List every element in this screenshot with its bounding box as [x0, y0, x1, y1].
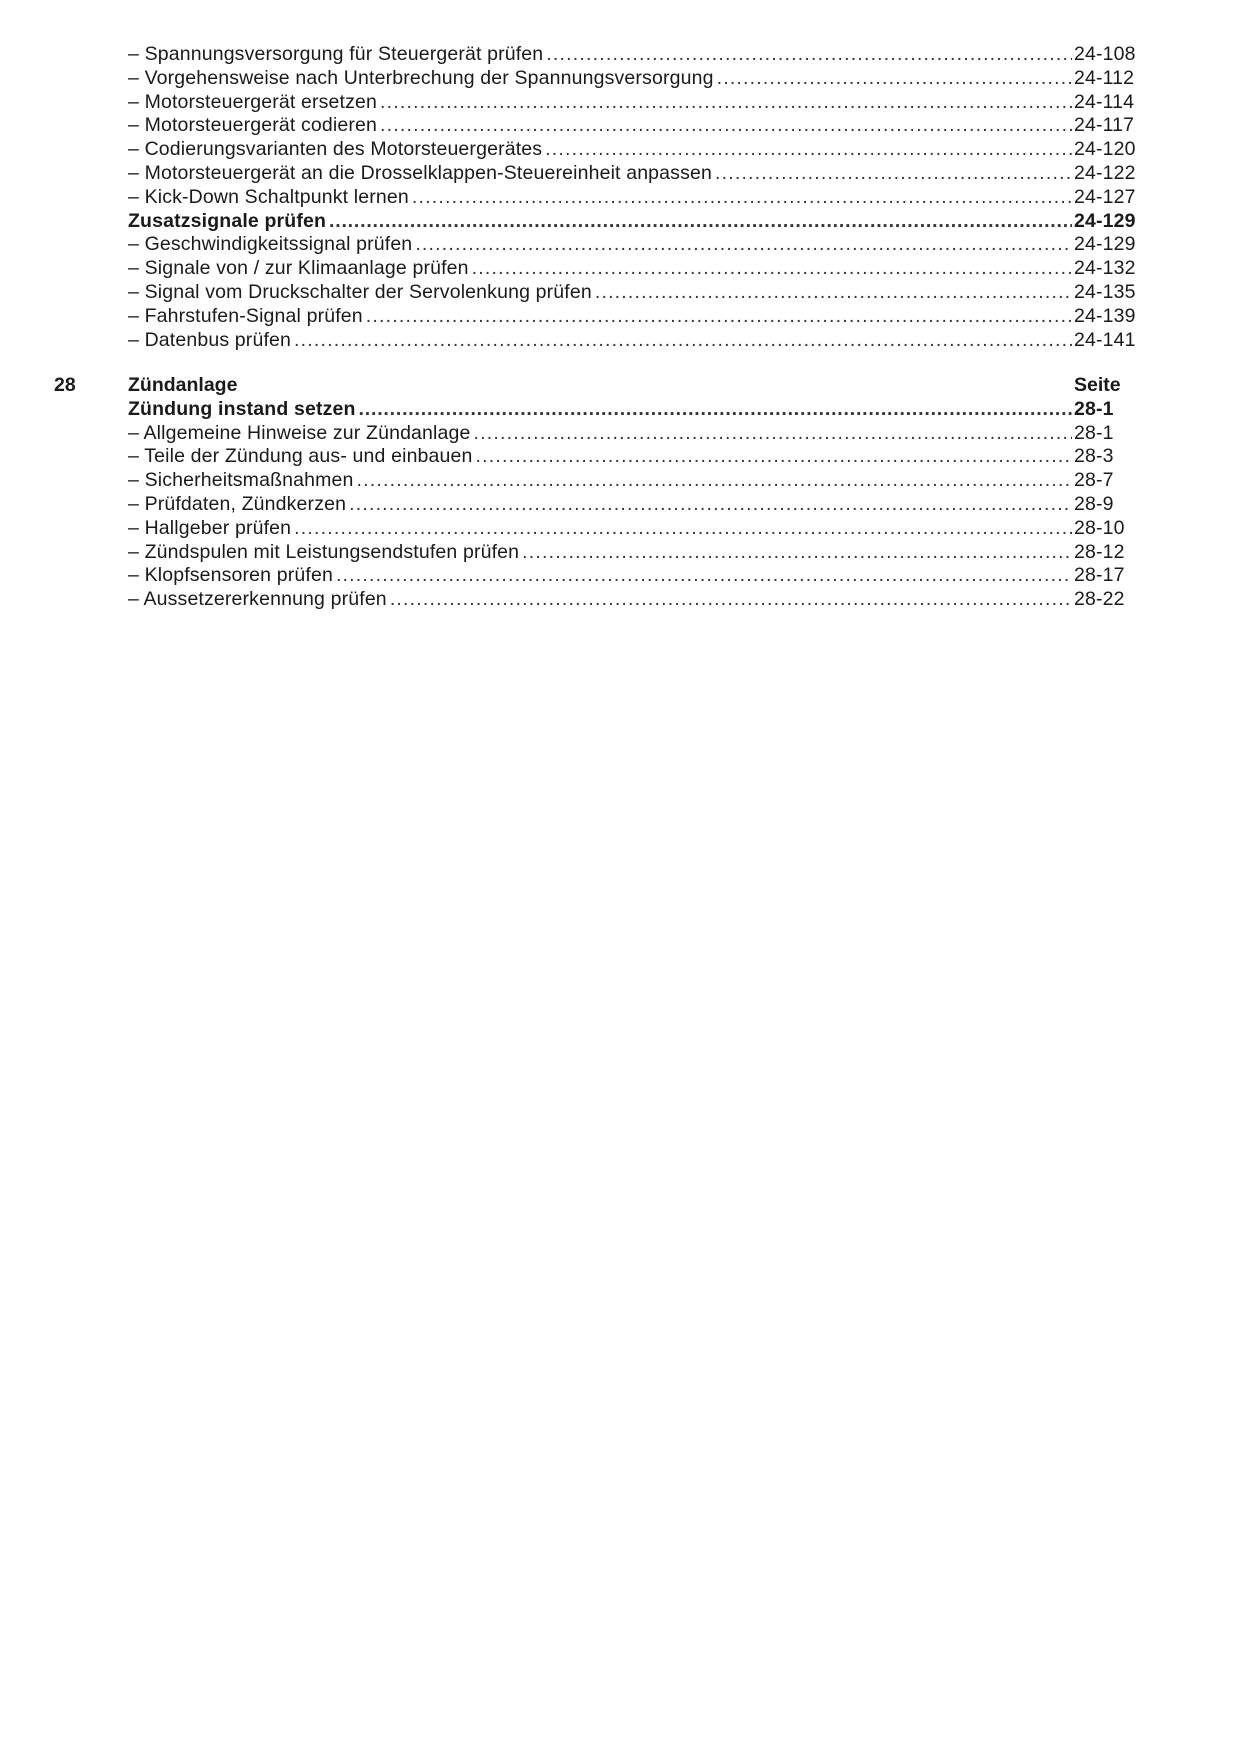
dot-leader — [415, 233, 1072, 257]
toc-entry-page: 28-10 — [1074, 516, 1125, 539]
toc-entry-page: 24-129 — [1074, 233, 1136, 256]
toc-section-28 — [128, 374, 1146, 612]
dot-leader — [294, 329, 1072, 353]
toc-entry[interactable] — [128, 588, 1146, 612]
toc-entry[interactable] — [128, 469, 1146, 493]
dot-leader — [349, 493, 1072, 517]
toc-entry-page: 24-135 — [1074, 280, 1136, 303]
chapter-heading-row — [128, 374, 1146, 398]
chapter-title: Zündanlage — [128, 374, 238, 396]
toc-entry-page: 24-108 — [1074, 43, 1136, 65]
dot-leader — [412, 186, 1072, 210]
toc-entry[interactable] — [128, 281, 1146, 305]
toc-entry-page: 24-117 — [1074, 114, 1135, 137]
toc-entry-title: – Prüfdaten, Zündkerzen — [128, 492, 347, 515]
dot-leader — [366, 305, 1072, 329]
toc-entry-title: – Zündspulen mit Leistungsendstufen prüfen — [128, 540, 520, 563]
dot-leader — [380, 91, 1072, 115]
toc-entry[interactable] — [128, 138, 1146, 162]
dot-leader — [715, 162, 1072, 186]
toc-entry-title: – Sicherheitsmaßnahmen — [128, 469, 354, 492]
toc-entry-title: – Klopfsensoren prüfen — [128, 564, 333, 587]
toc-entry-page: 24-120 — [1074, 138, 1136, 161]
toc-entry[interactable] — [128, 162, 1146, 186]
dot-leader — [546, 43, 1072, 67]
toc-entry[interactable] — [128, 517, 1146, 541]
toc-entry-page: 28-22 — [1074, 588, 1125, 611]
toc-entry[interactable] — [128, 186, 1146, 210]
dot-leader — [717, 67, 1072, 91]
toc-entry-title: – Vorgehensweise nach Unterbrechung der Spannungsversorgung — [128, 66, 714, 89]
toc-entry-title: – Signal vom Druckschalter der Servolenkung prüfen — [128, 280, 592, 303]
toc-entry-title: – Codierungsvarianten des Motorsteuergerätes — [128, 138, 543, 161]
toc-entry[interactable] — [128, 329, 1146, 353]
toc-entry-title: – Motorsteuergerät codieren — [128, 114, 378, 137]
toc-entry-title: – Datenbus prüfen — [128, 328, 291, 351]
toc-entry-title: – Geschwindigkeitssignal prüfen — [128, 233, 413, 256]
toc-entry-page: 24-112 — [1074, 66, 1135, 89]
toc-entry-title: – Signale von / zur Klimaanlage prüfen — [128, 257, 469, 280]
toc-entry-page: 24-141 — [1074, 328, 1136, 351]
page-column-label: Seite — [1074, 374, 1121, 396]
toc-entry-page: 24-139 — [1074, 304, 1136, 327]
toc-entry-title: – Fahrstufen-Signal prüfen — [128, 304, 363, 327]
toc-entry-title: – Allgemeine Hinweise zur Zündanlage — [128, 421, 471, 444]
dot-leader — [390, 588, 1072, 612]
toc-entry-title: – Motorsteuergerät an die Drosselklappen-Steuereinheit anpassen — [128, 161, 712, 184]
toc-entry-page: 24-122 — [1074, 161, 1136, 184]
toc-entry[interactable] — [128, 445, 1146, 469]
toc-entry-page: 24-129 — [1074, 209, 1136, 232]
toc-entry-title: – Teile der Zündung aus- und einbauen — [128, 445, 473, 468]
toc-entry-page: 28-9 — [1074, 492, 1114, 515]
toc-entry-page: 28-1 — [1074, 397, 1114, 420]
toc-entry-title: Zusatzsignale prüfen — [128, 209, 327, 232]
dot-leader — [474, 422, 1072, 446]
dot-leader — [294, 517, 1072, 541]
toc-entry-page: 28-1 — [1074, 421, 1114, 444]
toc-section-heading[interactable] — [128, 210, 1146, 234]
toc-entry[interactable] — [128, 67, 1146, 91]
toc-section-heading[interactable] — [128, 398, 1146, 422]
toc-entry[interactable] — [128, 493, 1146, 517]
toc-entry-title: – Hallgeber prüfen — [128, 516, 292, 539]
toc-entry-page: 24-127 — [1074, 185, 1136, 208]
dot-leader — [357, 469, 1073, 493]
toc-entry-page: 24-114 — [1074, 90, 1135, 113]
toc-entry[interactable] — [128, 43, 1146, 67]
toc-entry[interactable] — [128, 114, 1146, 138]
toc-entry[interactable] — [128, 233, 1146, 257]
toc-entry[interactable] — [128, 91, 1146, 115]
toc-entry-page: 24-132 — [1074, 257, 1136, 280]
toc-entry[interactable] — [128, 541, 1146, 565]
toc-entry-page: 28-3 — [1074, 445, 1114, 468]
dot-leader — [336, 564, 1072, 588]
toc-entry-title: – Motorsteuergerät ersetzen — [128, 90, 378, 113]
dot-leader — [476, 445, 1072, 469]
dot-leader — [359, 398, 1072, 422]
toc-entry-title: – Kick-Down Schaltpunkt lernen — [128, 185, 409, 208]
dot-leader — [329, 210, 1072, 234]
toc-entry[interactable] — [128, 305, 1146, 329]
dot-leader — [472, 257, 1072, 281]
toc-entry[interactable] — [128, 564, 1146, 588]
toc-entry-title: Zündung instand setzen — [128, 397, 356, 420]
dot-leader — [522, 541, 1072, 565]
toc-entry-page: 28-17 — [1074, 564, 1125, 587]
toc-entry[interactable] — [128, 422, 1146, 446]
toc-entry-page: 28-7 — [1074, 469, 1114, 492]
toc-entry-page: 28-12 — [1074, 540, 1125, 563]
dot-leader — [545, 138, 1072, 162]
toc-entry[interactable] — [128, 257, 1146, 281]
toc-entry-title: – Spannungsversorgung für Steuergerät prüfen — [128, 43, 544, 65]
toc-entry-title: – Aussetzererkennung prüfen — [128, 588, 387, 611]
dot-leader — [595, 281, 1072, 305]
toc-section-24 — [128, 43, 1146, 352]
dot-leader — [380, 114, 1072, 138]
chapter-number: 28 — [54, 374, 76, 396]
